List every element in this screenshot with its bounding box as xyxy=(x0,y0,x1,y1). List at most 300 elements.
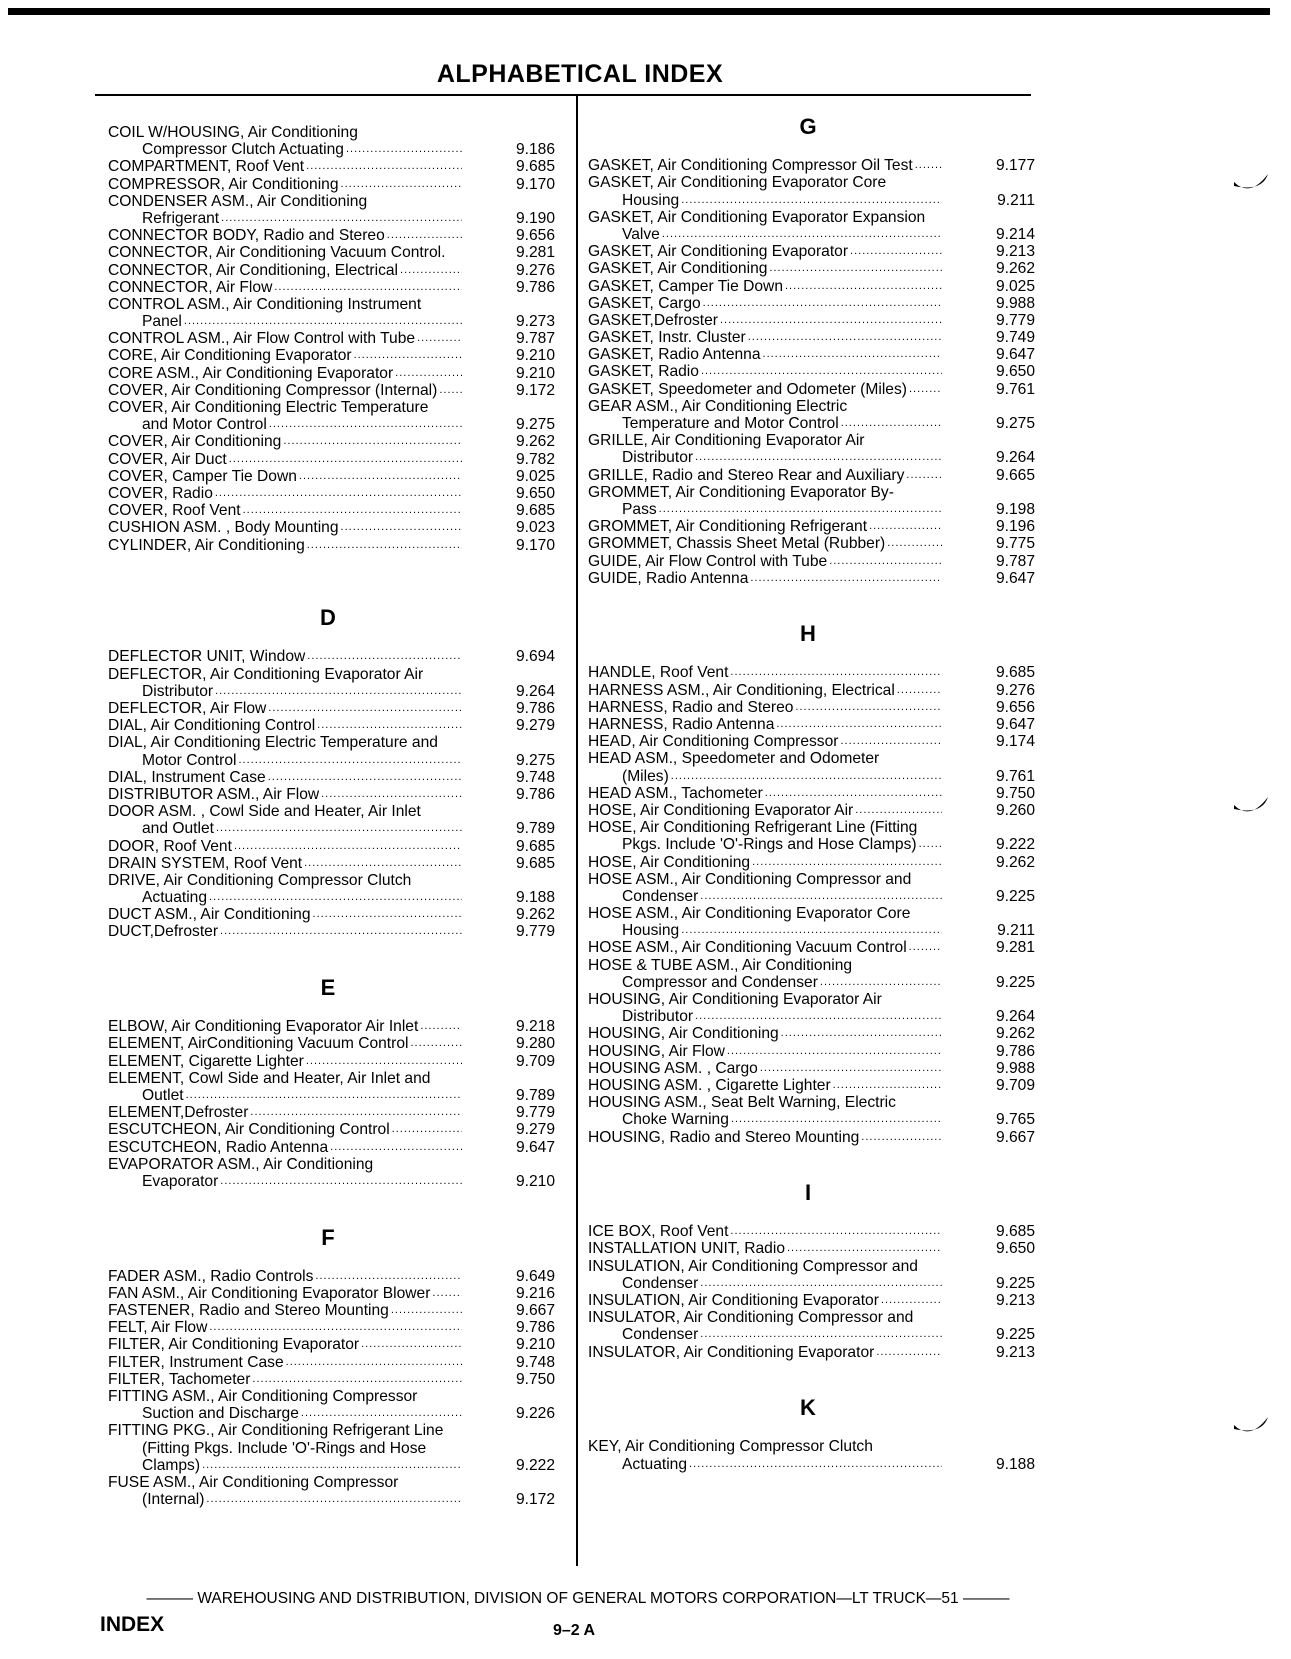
entry-text-wrap xyxy=(588,553,945,570)
index-entry xyxy=(588,699,1043,716)
entry-text-wrap xyxy=(588,1309,945,1326)
entry-text-wrap xyxy=(108,537,465,554)
entry-text: Actuating xyxy=(142,889,208,907)
entry-text: HOSE, Air Conditioning Refrigerant Line (Fitting xyxy=(588,819,918,837)
entry-text: HOSE & TUBE ASM., Air Conditioning xyxy=(588,956,853,974)
entry-text-wrap xyxy=(588,1292,945,1309)
entry-text: COVER, Air Conditioning Electric Temperature xyxy=(108,399,429,416)
entry-text-wrap xyxy=(108,433,465,450)
entry-text-wrap xyxy=(588,295,945,312)
entry-text: HARNESS, Radio Antenna xyxy=(588,716,775,734)
entry-page-ref: 9.273 xyxy=(515,313,555,331)
entry-page-ref: 9.210 xyxy=(515,1336,555,1354)
entry-text: DIAL, Instrument Case xyxy=(108,768,266,786)
entry-text-wrap xyxy=(588,699,945,716)
entry-page-ref: 9.988 xyxy=(995,294,1035,312)
entry-text-wrap xyxy=(108,347,465,364)
entry-text-wrap xyxy=(588,432,945,449)
index-entry xyxy=(108,700,563,717)
entry-text-wrap xyxy=(108,1268,465,1285)
entry-text: DISTRIBUTOR ASM., Air Flow xyxy=(108,785,320,803)
entry-text-wrap xyxy=(588,888,945,905)
index-entry xyxy=(108,872,563,889)
entry-page-ref: 9.650 xyxy=(515,484,555,502)
index-entry xyxy=(108,752,563,769)
index-entry xyxy=(108,1474,563,1491)
dot-leader xyxy=(730,1223,942,1240)
section-gap xyxy=(108,941,563,975)
entry-text-wrap xyxy=(588,974,945,991)
entry-text-wrap xyxy=(588,991,945,1008)
index-entry xyxy=(108,1371,563,1388)
entry-page-ref: 9.775 xyxy=(995,535,1035,553)
entry-text: GASKET, Air Conditioning Evaporator Core xyxy=(588,174,887,192)
entry-text-wrap xyxy=(588,518,945,535)
entry-page-ref: 9.023 xyxy=(515,519,555,537)
entry-text-wrap xyxy=(108,700,465,717)
index-entry xyxy=(588,278,1043,295)
dot-leader xyxy=(283,433,462,450)
dot-leader xyxy=(720,312,942,329)
entry-text-wrap xyxy=(108,1319,465,1336)
entry-text-wrap xyxy=(588,1326,945,1343)
index-entry xyxy=(588,836,1043,853)
entry-page-ref: 9.188 xyxy=(515,889,555,907)
index-entry xyxy=(108,468,563,485)
dot-leader xyxy=(700,1326,942,1343)
entry-text-wrap xyxy=(108,1302,465,1319)
dot-leader xyxy=(769,260,942,277)
entry-text-wrap xyxy=(108,1440,465,1457)
index-entry xyxy=(588,819,1043,836)
entry-page-ref xyxy=(945,957,1043,974)
index-entry xyxy=(588,664,1043,681)
dot-leader xyxy=(840,733,942,750)
entry-page-ref: 9.225 xyxy=(995,973,1035,991)
dot-leader xyxy=(763,346,942,363)
entry-page-ref: 9.264 xyxy=(995,1008,1035,1026)
index-entry xyxy=(108,1440,563,1457)
entry-text: KEY, Air Conditioning Compressor Clutch xyxy=(588,1438,873,1456)
entry-text: GASKET,Defroster xyxy=(588,311,718,329)
entry-text: Motor Control xyxy=(142,751,237,769)
entry-text-wrap xyxy=(588,484,945,501)
entry-page-ref: 9.226 xyxy=(515,1405,555,1423)
entry-text: HOSE ASM., Air Conditioning Evaporator Core xyxy=(588,905,911,923)
dot-leader xyxy=(919,836,942,853)
entry-text-wrap xyxy=(588,157,945,174)
entry-text: GROMMET, Air Conditioning Evaporator By- xyxy=(588,483,894,501)
entry-text-wrap xyxy=(108,1139,465,1156)
entry-text-wrap xyxy=(108,468,465,485)
dot-leader xyxy=(341,519,462,536)
index-entry xyxy=(588,1326,1043,1343)
entry-page-ref xyxy=(945,1094,1043,1111)
dot-leader xyxy=(671,768,942,785)
index-entry xyxy=(108,502,563,519)
index-entry xyxy=(588,716,1043,733)
index-entry xyxy=(108,193,563,210)
entry-page-ref: 9.264 xyxy=(995,449,1035,467)
section-gap xyxy=(588,140,1043,157)
entry-text: FADER ASM., Radio Controls xyxy=(108,1267,314,1285)
index-entry xyxy=(108,262,563,279)
entry-page-ref: 9.218 xyxy=(515,1018,555,1036)
index-entry xyxy=(108,1319,563,1336)
entry-page-ref: 9.779 xyxy=(995,311,1035,329)
entry-page-ref: 9.172 xyxy=(515,381,555,399)
entry-text: INSULATION, Air Conditioning Evaporator xyxy=(588,1292,879,1310)
entry-text-wrap xyxy=(588,278,945,295)
index-entry xyxy=(588,449,1043,466)
entry-page-ref: 9.786 xyxy=(995,1042,1035,1060)
entry-text-wrap xyxy=(108,519,465,536)
dot-leader xyxy=(354,347,462,364)
entry-text-wrap xyxy=(588,1344,945,1361)
entry-page-ref: 9.214 xyxy=(995,225,1035,243)
entry-text-wrap xyxy=(588,854,945,871)
index-entry xyxy=(588,209,1043,226)
entry-text-wrap xyxy=(108,485,465,502)
entry-text-wrap xyxy=(588,1129,945,1146)
entry-text: GRILLE, Air Conditioning Evaporator Air xyxy=(588,432,865,450)
entry-text-wrap xyxy=(588,716,945,733)
dot-leader xyxy=(321,786,462,803)
dot-leader xyxy=(221,210,462,227)
dot-leader xyxy=(304,855,462,872)
entry-page-ref: 9.174 xyxy=(995,733,1035,751)
dot-leader xyxy=(765,785,942,802)
entry-page-ref: 9.225 xyxy=(995,1274,1035,1292)
index-entry xyxy=(588,1060,1043,1077)
dot-leader xyxy=(727,1043,942,1060)
entry-text: DRIVE, Air Conditioning Compressor Clutch xyxy=(108,871,412,889)
index-entry xyxy=(588,888,1043,905)
entry-text: GASKET, Radio Antenna xyxy=(588,346,761,364)
index-column-right xyxy=(588,114,1043,1473)
index-entry xyxy=(588,192,1043,209)
entry-page-ref: 9.211 xyxy=(997,191,1035,209)
entry-page-ref: 9.216 xyxy=(515,1284,555,1302)
index-entry xyxy=(588,854,1043,871)
entry-text: HOSE ASM., Air Conditioning Vacuum Control xyxy=(588,939,907,957)
index-entry xyxy=(588,1129,1043,1146)
entry-page-ref: 9.709 xyxy=(515,1052,555,1070)
entry-text-wrap xyxy=(588,750,945,767)
entry-page-ref: 9.761 xyxy=(995,380,1035,398)
entry-page-ref: 9.685 xyxy=(515,502,555,520)
entry-page-ref xyxy=(465,124,563,141)
entry-text: HEAD ASM., Tachometer xyxy=(588,784,763,802)
entry-page-ref: 9.275 xyxy=(515,416,555,434)
entry-text-wrap xyxy=(588,664,945,681)
dot-leader xyxy=(229,451,462,468)
entry-text-wrap xyxy=(588,785,945,802)
entry-text-wrap xyxy=(588,682,945,699)
entry-text: HOSE, Air Conditioning Evaporator Air xyxy=(588,801,854,819)
entry-text: HOUSING, Radio and Stereo Mounting xyxy=(588,1128,860,1146)
index-entry xyxy=(588,243,1043,260)
entry-text: COVER, Camper Tie Down xyxy=(108,467,297,485)
index-entry xyxy=(588,157,1043,174)
entry-text: DIAL, Air Conditioning Electric Temperature and xyxy=(108,734,438,752)
binding-hole-mark xyxy=(1232,1415,1270,1437)
entry-text-wrap xyxy=(588,922,945,939)
index-entry xyxy=(108,433,563,450)
dot-leader xyxy=(432,1285,462,1302)
dot-leader xyxy=(306,1053,462,1070)
entry-text-wrap xyxy=(588,174,945,191)
entry-page-ref: 9.222 xyxy=(515,1456,555,1474)
index-entry xyxy=(108,1173,563,1190)
top-rule xyxy=(8,8,1270,15)
dot-leader xyxy=(209,889,462,906)
entry-text: GROMMET, Chassis Sheet Metal (Rubber) xyxy=(588,535,886,553)
entry-text-wrap xyxy=(108,803,465,820)
index-entry xyxy=(588,802,1043,819)
index-entry xyxy=(588,733,1043,750)
dot-leader xyxy=(361,1336,462,1353)
entry-text: CONTROL ASM., Air Flow Control with Tube xyxy=(108,330,416,348)
index-entry xyxy=(588,1223,1043,1240)
entry-text-wrap xyxy=(108,330,465,347)
dot-leader xyxy=(760,1060,942,1077)
entry-text: HOSE ASM., Air Conditioning Compressor and xyxy=(588,870,912,888)
dot-leader xyxy=(395,365,462,382)
entry-text: FILTER, Air Conditioning Evaporator xyxy=(108,1336,360,1354)
index-entry xyxy=(588,974,1043,991)
entry-page-ref: 9.779 xyxy=(515,923,555,941)
entry-text: HOUSING, Air Conditioning Evaporator Air xyxy=(588,991,882,1009)
dot-leader xyxy=(341,176,462,193)
entry-text: FAN ASM., Air Conditioning Evaporator Blower xyxy=(108,1284,431,1302)
dot-leader xyxy=(206,1491,462,1508)
entry-text-wrap xyxy=(108,1422,465,1439)
entry-text: FITTING ASM., Air Conditioning Compressor xyxy=(108,1388,418,1405)
section-gap xyxy=(108,1190,563,1224)
dot-leader xyxy=(186,1087,462,1104)
entry-text-wrap xyxy=(588,1060,945,1077)
index-entry xyxy=(588,484,1043,501)
binding-hole-mark xyxy=(1232,172,1270,194)
entry-text-wrap xyxy=(108,124,465,141)
page-number: 9–2 A xyxy=(553,1622,596,1639)
entry-text-wrap xyxy=(108,262,465,279)
index-entry xyxy=(108,734,563,751)
entry-text: DUCT,Defroster xyxy=(108,923,219,941)
entry-text: ELEMENT, Cowl Side and Heater, Air Inlet and xyxy=(108,1069,431,1087)
entry-text: Pkgs. Include 'O'-Rings and Hose Clamps) xyxy=(622,836,917,854)
dot-leader xyxy=(787,1240,942,1257)
entry-text: HANDLE, Roof Vent xyxy=(588,664,729,682)
entry-text-wrap xyxy=(108,872,465,889)
entry-text-wrap xyxy=(588,871,945,888)
entry-text-wrap xyxy=(588,1223,945,1240)
entry-page-ref xyxy=(945,1438,1043,1455)
entry-text-wrap xyxy=(588,381,945,398)
entry-text-wrap xyxy=(108,1457,465,1474)
entry-text: Condenser xyxy=(622,1326,699,1344)
section-letter-heading: E xyxy=(320,975,336,1001)
entry-page-ref: 9.276 xyxy=(515,261,555,279)
entry-page-ref: 9.210 xyxy=(515,1172,555,1190)
entry-text: ICE BOX, Roof Vent xyxy=(588,1223,729,1241)
dot-leader xyxy=(417,330,462,347)
entry-page-ref: 9.685 xyxy=(995,664,1035,682)
entry-text: COVER, Roof Vent xyxy=(108,502,241,520)
dot-leader xyxy=(730,664,942,681)
entry-text-wrap xyxy=(108,1018,465,1035)
dot-leader xyxy=(346,141,462,158)
index-entry xyxy=(108,330,563,347)
entry-text-wrap xyxy=(588,467,945,484)
section-letter-heading: H xyxy=(800,621,816,647)
entry-text-wrap xyxy=(108,365,465,382)
entry-text-wrap xyxy=(108,1388,465,1405)
entry-text: COMPARTMENT, Roof Vent xyxy=(108,158,305,176)
index-entry xyxy=(588,363,1043,380)
entry-text: COVER, Air Duct xyxy=(108,450,227,468)
entry-text: and Outlet xyxy=(142,820,214,838)
page-title: ALPHABETICAL INDEX xyxy=(436,60,724,88)
entry-text-wrap xyxy=(108,1405,465,1422)
dot-leader xyxy=(234,838,462,855)
index-entry xyxy=(588,1275,1043,1292)
entry-text: GRILLE, Radio and Stereo Rear and Auxiliary xyxy=(588,466,905,484)
entry-text-wrap xyxy=(588,1094,945,1111)
entry-page-ref xyxy=(465,296,563,313)
index-entry xyxy=(108,906,563,923)
entry-text: Condenser xyxy=(622,1274,699,1292)
dot-leader xyxy=(215,683,462,700)
entry-page-ref: 9.262 xyxy=(515,433,555,451)
index-entry xyxy=(108,244,563,261)
footer-section-label: INDEX xyxy=(100,1613,165,1636)
entry-text-wrap xyxy=(108,923,465,940)
entry-page-ref: 9.222 xyxy=(995,836,1035,854)
entry-text-wrap xyxy=(108,1104,465,1121)
entry-text-wrap xyxy=(108,313,465,330)
entry-page-ref xyxy=(465,1474,563,1491)
dot-leader xyxy=(209,1319,462,1336)
entry-page-ref xyxy=(945,991,1043,1008)
entry-text-wrap xyxy=(588,905,945,922)
entry-text: HOSE, Air Conditioning xyxy=(588,853,751,871)
entry-text: CONNECTOR, Air Conditioning Vacuum Control. xyxy=(108,244,446,262)
dot-leader xyxy=(391,1302,462,1319)
entry-text-wrap xyxy=(588,939,945,956)
dot-leader xyxy=(695,449,942,466)
entry-page-ref: 9.647 xyxy=(995,716,1035,734)
entry-text-wrap xyxy=(108,648,465,665)
entry-text: Evaporator xyxy=(142,1172,219,1190)
entry-page-ref: 9.786 xyxy=(515,700,555,718)
entry-page-ref: 9.656 xyxy=(515,227,555,245)
index-entry xyxy=(108,1268,563,1285)
entry-page-ref: 9.667 xyxy=(515,1302,555,1320)
entry-text: HOUSING, Air Flow xyxy=(588,1042,725,1060)
entry-text: GASKET, Air Conditioning xyxy=(588,260,768,278)
index-entry xyxy=(108,537,563,554)
entry-page-ref: 9.685 xyxy=(515,854,555,872)
entry-text-wrap xyxy=(588,260,945,277)
entry-text: Suction and Discharge xyxy=(142,1405,299,1423)
index-entry xyxy=(588,535,1043,552)
entry-page-ref: 9.667 xyxy=(995,1128,1035,1146)
entry-page-ref: 9.025 xyxy=(515,467,555,485)
entry-page-ref: 9.281 xyxy=(515,244,555,262)
entry-text: DUCT ASM., Air Conditioning xyxy=(108,906,311,924)
section-gap xyxy=(108,631,563,648)
entry-page-ref: 9.750 xyxy=(995,784,1035,802)
dot-leader xyxy=(820,974,942,991)
entry-page-ref xyxy=(945,174,1043,191)
entry-text: Housing xyxy=(622,191,680,209)
entry-text-wrap xyxy=(108,1087,465,1104)
section-gap xyxy=(588,1361,1043,1395)
entry-text: INSULATOR, Air Conditioning Evaporator xyxy=(588,1343,875,1361)
entry-text: HEAD ASM., Speedometer and Odometer xyxy=(588,750,880,768)
index-entry xyxy=(108,158,563,175)
dot-leader xyxy=(274,279,462,296)
entry-page-ref: 9.650 xyxy=(995,1240,1035,1258)
entry-text-wrap xyxy=(588,501,945,518)
index-entry xyxy=(108,1053,563,1070)
dot-leader xyxy=(681,922,942,939)
entry-page-ref xyxy=(465,734,563,751)
entry-page-ref: 9.213 xyxy=(995,1343,1035,1361)
index-entry xyxy=(588,991,1043,1008)
entry-page-ref: 9.170 xyxy=(515,536,555,554)
entry-text: HOUSING, Air Conditioning xyxy=(588,1025,779,1043)
entry-text-wrap xyxy=(108,227,465,244)
column-divider xyxy=(576,96,578,1566)
entry-text-wrap xyxy=(588,535,945,552)
entry-text: Temperature and Motor Control xyxy=(622,415,839,432)
dot-leader xyxy=(752,854,942,871)
entry-page-ref: 9.787 xyxy=(995,552,1035,570)
index-entry xyxy=(588,1025,1043,1042)
dot-leader xyxy=(269,416,462,433)
dot-leader xyxy=(252,1371,462,1388)
entry-page-ref xyxy=(465,399,563,416)
entry-page-ref: 9.262 xyxy=(515,906,555,924)
entry-page-ref: 9.210 xyxy=(515,364,555,382)
dot-leader xyxy=(410,1035,462,1052)
entry-text: DEFLECTOR, Air Conditioning Evaporator Air xyxy=(108,665,424,683)
entry-page-ref: 9.656 xyxy=(995,698,1035,716)
dot-leader xyxy=(306,158,462,175)
index-entry xyxy=(108,923,563,940)
entry-text: HOUSING ASM. , Cigarette Lighter xyxy=(588,1076,831,1094)
section-gap xyxy=(108,554,563,606)
dot-leader xyxy=(861,1129,942,1146)
dot-leader xyxy=(268,769,462,786)
index-entry xyxy=(108,769,563,786)
entry-page-ref: 9.186 xyxy=(515,141,555,159)
entry-text-wrap xyxy=(108,1053,465,1070)
index-entry xyxy=(588,922,1043,939)
dot-leader xyxy=(662,226,942,243)
entry-text: CORE, Air Conditioning Evaporator xyxy=(108,347,352,365)
dot-leader xyxy=(909,381,942,398)
index-entry xyxy=(108,1070,563,1087)
entry-text-wrap xyxy=(588,733,945,750)
index-entry xyxy=(108,683,563,700)
index-entry xyxy=(108,176,563,193)
index-entry xyxy=(588,1008,1043,1025)
index-entry xyxy=(588,785,1043,802)
